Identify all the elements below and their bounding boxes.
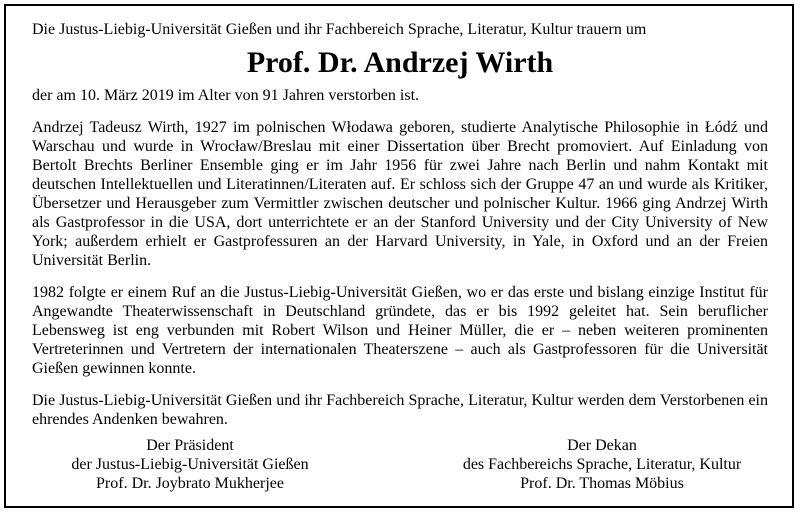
signature-person: Prof. Dr. Joybrato Mukherjee: [96, 475, 284, 492]
signature-person: Prof. Dr. Thomas Möbius: [520, 475, 684, 492]
obituary-notice: [32, 20, 768, 429]
intro-line: Die Justus-Liebig-Universität Gießen und ihr Fachbereich Sprache, Literatur, Kultur trauern um: [32, 21, 647, 38]
biography-paragraph: Andrzej Tadeusz Wirth, 1927 im polnischen Włodawa geboren, studierte Analytische Philosophie in Łódź und Warschau und wurde in Wrocław/Breslau mit einer Dissertation über Brecht promoviert. Auf Einladung von Bertolt Brechts Berliner Ensemble ging er im Jahr 1956 für zwei Jahre nach Berlin und nahm Kontakt mit deutschen Intellektuellen und Literatinnen/Literaten auf. Er schloss sich der Gruppe 47 an und wurde als Kritiker, Übersetzer und Herausgeber zum Vermittler zwischen deutscher und polnischer Kultur. 1966 ging Andrzej Wirth als Gastprofessor in die USA, dort unterrichtete er an der Stanford University und der City University of New York; außerdem erhielt er Gastprofessuren an der Harvard University, in Yale, in Oxford und an der Freien Universität Berlin.: [32, 119, 768, 269]
signature-president: [20, 436, 360, 493]
signature-institution: der Justus-Liebig-Universität Gießen: [71, 456, 309, 473]
signature-institution: des Fachbereichs Sprache, Literatur, Kultur: [462, 456, 742, 473]
deceased-name: Prof. Dr. Andrzej Wirth: [246, 46, 554, 79]
career-paragraph: 1982 folgte er einem Ruf an die Justus-Liebig-Universität Gießen, wo er das erste und bislang einzige Institut für Angewandte Theaterwissenschaft in Deutschland gründete, das er bis 1992 geleitet hat. Sein beruflicher Lebensweg ist eng verbunden mit Robert Wilson und Heiner Müller, die er – neben weiteren prominenten Vertreterinnen und Vertretern der internationalen Theaterszene – auch als Gastprofessoren für die Universität Gießen gewinnen konnte.: [32, 284, 768, 377]
signature-title: Der Präsident: [146, 437, 234, 454]
death-line: der am 10. März 2019 im Alter von 91 Jahren verstorben ist.: [32, 87, 420, 104]
signature-title: Der Dekan: [567, 437, 637, 454]
closing-paragraph: Die Justus-Liebig-Universität Gießen und ihr Fachbereich Sprache, Literatur, Kultur werden dem Verstorbenen ein ehrendes Andenken bewahren.: [32, 392, 768, 428]
signature-dean: [432, 436, 772, 493]
